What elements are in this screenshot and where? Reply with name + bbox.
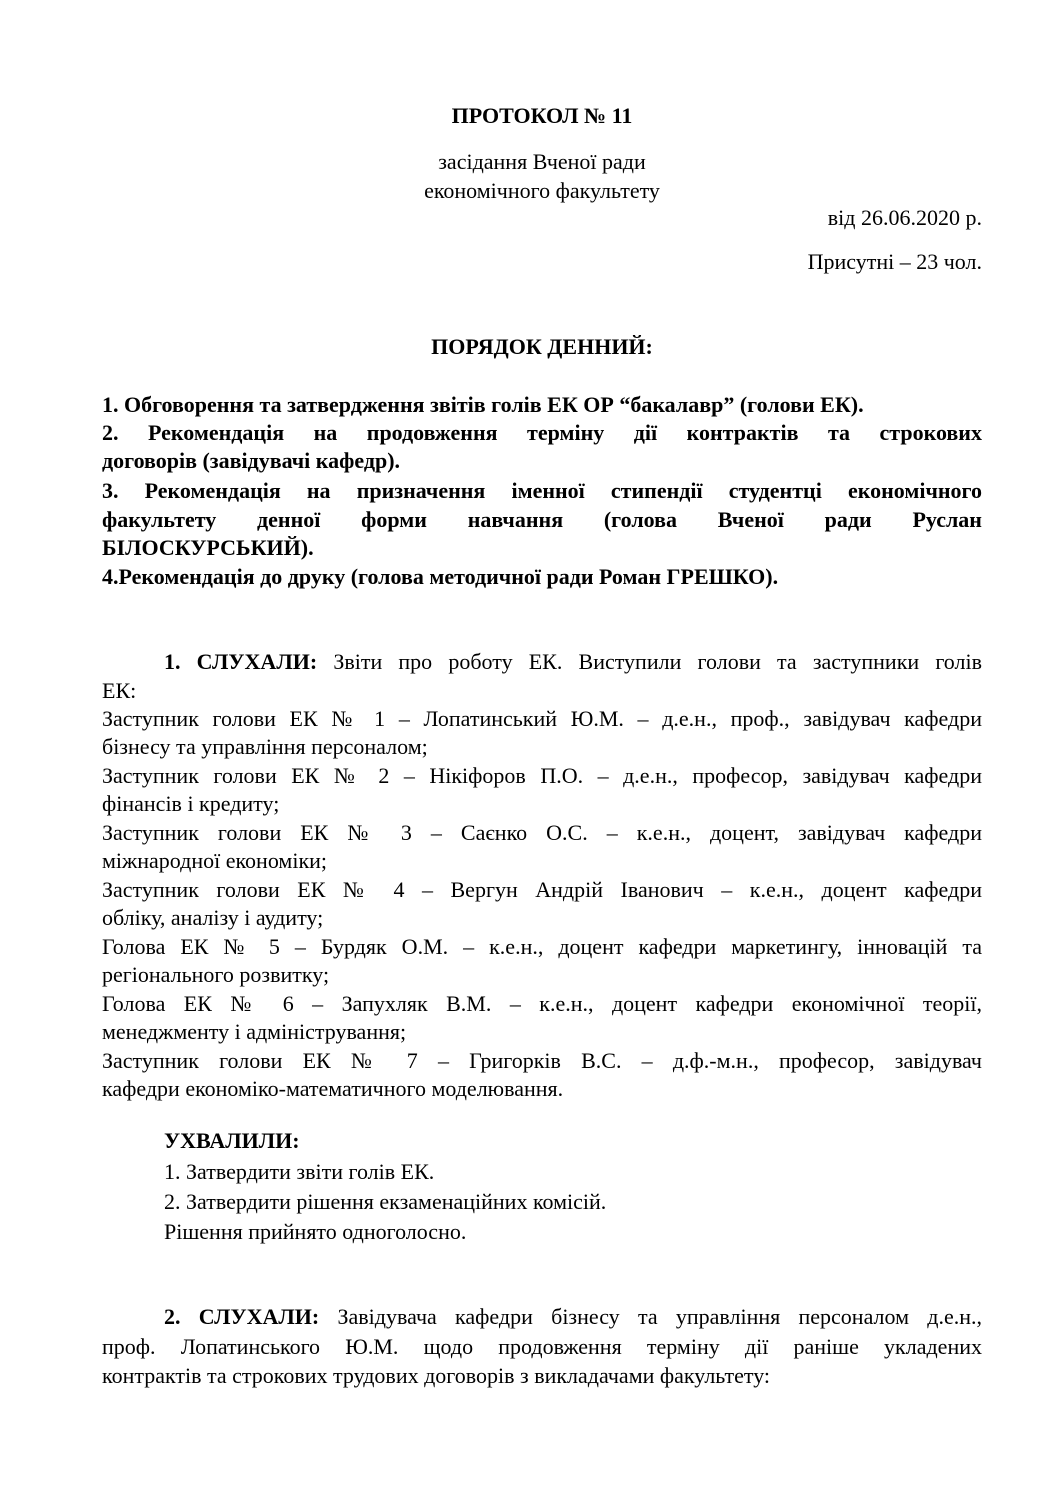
agenda-item-2-line1: 2. Рекомендація на продовження терміну дії контрактів та строкових	[102, 420, 982, 445]
section2-heard-label: 2. СЛУХАЛИ:	[164, 1304, 320, 1329]
agenda-item-4: 4.Рекомендація до друку (голова методичної ради Роман ГРЕШКО).	[102, 564, 779, 589]
protocol-subtitle-line1: засідання Вченої ради	[438, 149, 646, 174]
commission-6-line1: Голова ЕК № 6 – Запухляк В.М. – к.е.н., доцент кафедри економічної теорії,	[102, 991, 982, 1016]
commission-3-line1: Заступник голови ЕК № 3 – Саєнко О.С. – к.е.н., доцент, завідувач кафедри	[102, 820, 982, 845]
protocol-title: ПРОТОКОЛ № 11	[451, 103, 633, 128]
commission-3-line2: міжнародної економіки;	[102, 848, 328, 873]
agenda-item-3-line1: 3. Рекомендація на призначення іменної стипендії студентці економічного	[102, 478, 982, 503]
commission-2-line2: фінансів і кредиту;	[102, 791, 280, 816]
section2-heard-text: Завідувача кафедри бізнесу та управління персоналом д.е.н.,	[319, 1304, 983, 1329]
section1-heard-line1	[164, 648, 982, 676]
protocol-subtitle-line2: економічного факультету	[424, 178, 660, 203]
commission-7-line1: Заступник голови ЕК № 7 – Григорків В.С. – д.ф.-м.н., професор, завідувач	[102, 1048, 982, 1073]
section2-heard-line1	[164, 1303, 982, 1331]
agenda-item-1: 1. Обговорення та затвердження звітів голів ЕК ОР “бакалавр” (голови ЕК).	[102, 392, 864, 417]
attendance-count: Присутні – 23 чол.	[807, 249, 982, 274]
commission-1-line1: Заступник голови ЕК № 1 – Лопатинський Ю.М. – д.е.н., проф., завідувач кафедри	[102, 706, 982, 731]
section1-heard-line2: ЕК:	[102, 678, 137, 703]
section1-resolution-2: 2. Затвердити рішення екзаменаційних комісій.	[164, 1189, 607, 1214]
commission-6-line2: менеджменту і адміністрування;	[102, 1019, 407, 1044]
agenda-item-3-line2: факультету денної форми навчання (голова Вченої ради Руслан	[102, 507, 982, 532]
commission-4-line2: обліку, аналізу і аудиту;	[102, 905, 324, 930]
commission-2-line1: Заступник голови ЕК № 2 – Нікіфоров П.О. – д.е.н., професор, завідувач кафедри	[102, 763, 982, 788]
section2-heard-line3: контрактів та строкових трудових договорів з викладачами факультету:	[102, 1363, 771, 1388]
section1-resolution-1: 1. Затвердити звіти голів ЕК.	[164, 1159, 435, 1184]
section2-heard-line2: проф. Лопатинського Ю.М. щодо продовження терміну дії раніше укладених	[102, 1334, 982, 1359]
section1-resolution-note: Рішення прийнято одноголосно.	[164, 1219, 467, 1244]
agenda-heading: ПОРЯДОК ДЕННИЙ:	[431, 334, 653, 359]
section1-heard-text: Звіти про роботу ЕК. Виступили голови та заступники голів	[317, 649, 982, 674]
commission-7-line2: кафедри економіко-математичного моделювання.	[102, 1076, 564, 1101]
agenda-item-2-line2: договорів (завідувачі кафедр).	[102, 448, 401, 473]
commission-1-line2: бізнесу та управління персоналом;	[102, 734, 428, 759]
section1-heard-label: 1. СЛУХАЛИ:	[164, 649, 318, 674]
agenda-item-3-line3: БІЛОСКУРСЬКИЙ).	[102, 535, 314, 560]
section1-resolved-heading: УХВАЛИЛИ:	[164, 1128, 300, 1153]
commission-4-line1: Заступник голови ЕК № 4 – Вергун Андрій Іванович – к.е.н., доцент кафедри	[102, 877, 982, 902]
protocol-date: від 26.06.2020 р.	[827, 205, 982, 230]
commission-5-line2: регіонального розвитку;	[102, 962, 330, 987]
commission-5-line1: Голова ЕК № 5 – Бурдяк О.М. – к.е.н., доцент кафедри маркетингу, інновацій та	[102, 934, 982, 959]
